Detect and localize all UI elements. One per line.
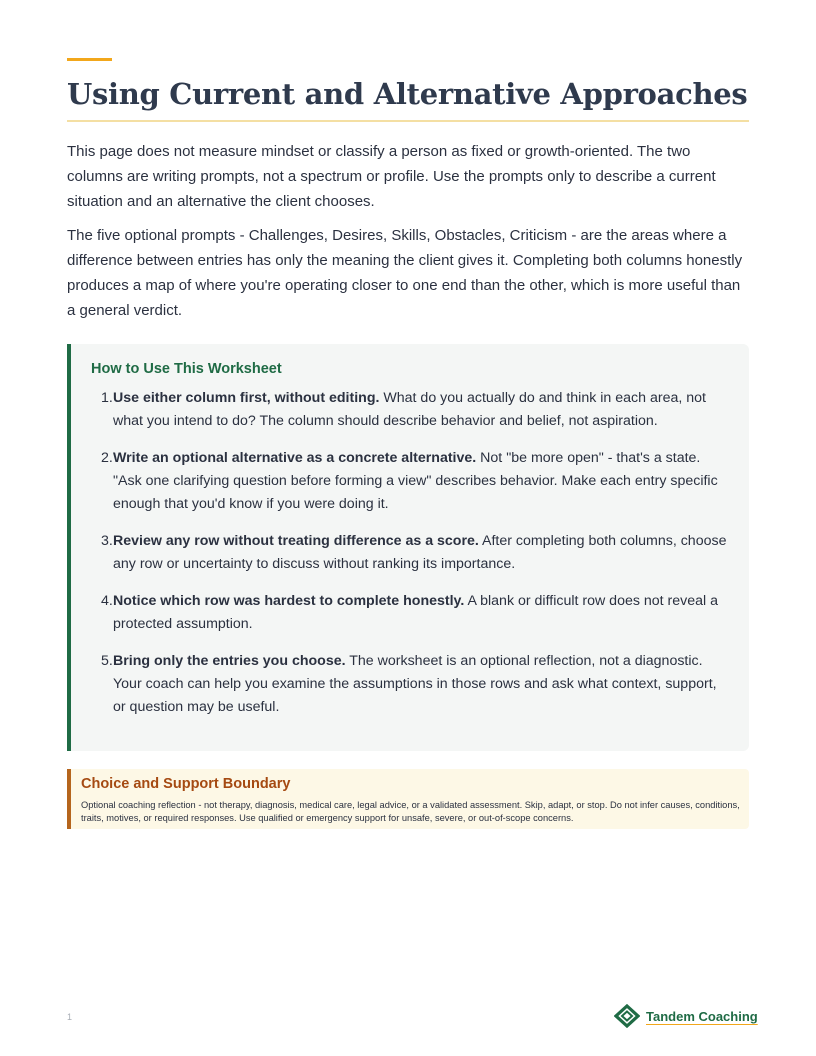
intro-paragraph-2: The five optional prompts - Challenges, Desires, Skills, Obstacles, Criticism - are the areas where a difference between entries has only the meaning the client gives it. Completing both columns honestly produces a map of where you're operating closer to one end than the other, which is more useful than a general verdict. [67, 227, 743, 319]
list-item-lead: Review any row without treating difference as a score. [113, 533, 479, 550]
list-item-text: After completing both columns, choose any row or uncertainty to discuss without ranking its importance. [113, 533, 727, 573]
intro-paragraph-1: This page does not measure mindset or classify a person as fixed or growth-oriented. The two columns are writing prompts, not a spectrum or profile. Use the prompts only to describe a current situation and an alternative the client chooses. [67, 143, 716, 210]
page-number: 1 [67, 1012, 73, 1022]
boundary-heading: Choice and Support Boundary [81, 776, 291, 792]
list-item-text: A blank or difficult row does not reveal a protected assumption. [113, 592, 719, 633]
list-item [71, 650, 731, 720]
boundary-text: Optional coaching reflection - not therapy, diagnosis, medical care, legal advice, or a validated assessment. Skip, adapt, or stop. Do not infer causes, conditions, traits, motives, or required responses. Use qualified or emergency support for unsafe, severe, or out-of-scope concerns. [81, 800, 740, 823]
list-item-lead: Use either column first, without editing. [113, 390, 380, 406]
list-item-lead: Notice which row was hardest to complete honestly. [113, 592, 465, 609]
diamond-logo-icon [614, 1004, 640, 1028]
list-item [71, 590, 731, 636]
intro-section [67, 140, 749, 334]
page-title: Using Current and Alternative Approaches [67, 77, 748, 111]
brand-logo [614, 1004, 758, 1028]
list-item-text: Not "be more open" - that's a state. "Ask one clarifying question before forming a view" describes behavior. Make each entry specific enough that you'd know if you were doing it. [113, 449, 718, 513]
list-item-number: 3. [101, 533, 113, 550]
list-item-text: What do you actually do and think in each area, not what you intend to do? The column should describe behavior and belief, not aspiration. [113, 390, 706, 430]
title-divider [67, 120, 749, 122]
list-item-number: 2. [101, 449, 113, 466]
how-to-panel [67, 344, 749, 751]
list-item-number: 4. [101, 592, 113, 609]
list-item [71, 447, 731, 517]
brand-name: Tandem Coaching [646, 1008, 758, 1024]
list-item-number: 1. [101, 390, 113, 406]
list-item-lead: Bring only the entries you choose. [113, 652, 346, 669]
title-accent-bar [67, 58, 112, 61]
list-item-lead: Write an optional alternative as a concrete alternative. [113, 449, 477, 466]
how-to-list [71, 387, 731, 733]
list-item-number: 5. [101, 652, 113, 669]
list-item [71, 387, 731, 433]
list-item-text: The worksheet is an optional reflection, not a diagnostic. Your coach can help you examine the assumptions in those rows and ask what context, support, or question may be useful. [113, 652, 717, 716]
list-item [71, 530, 731, 576]
boundary-notice [67, 769, 749, 829]
how-to-heading: How to Use This Worksheet [91, 361, 282, 377]
